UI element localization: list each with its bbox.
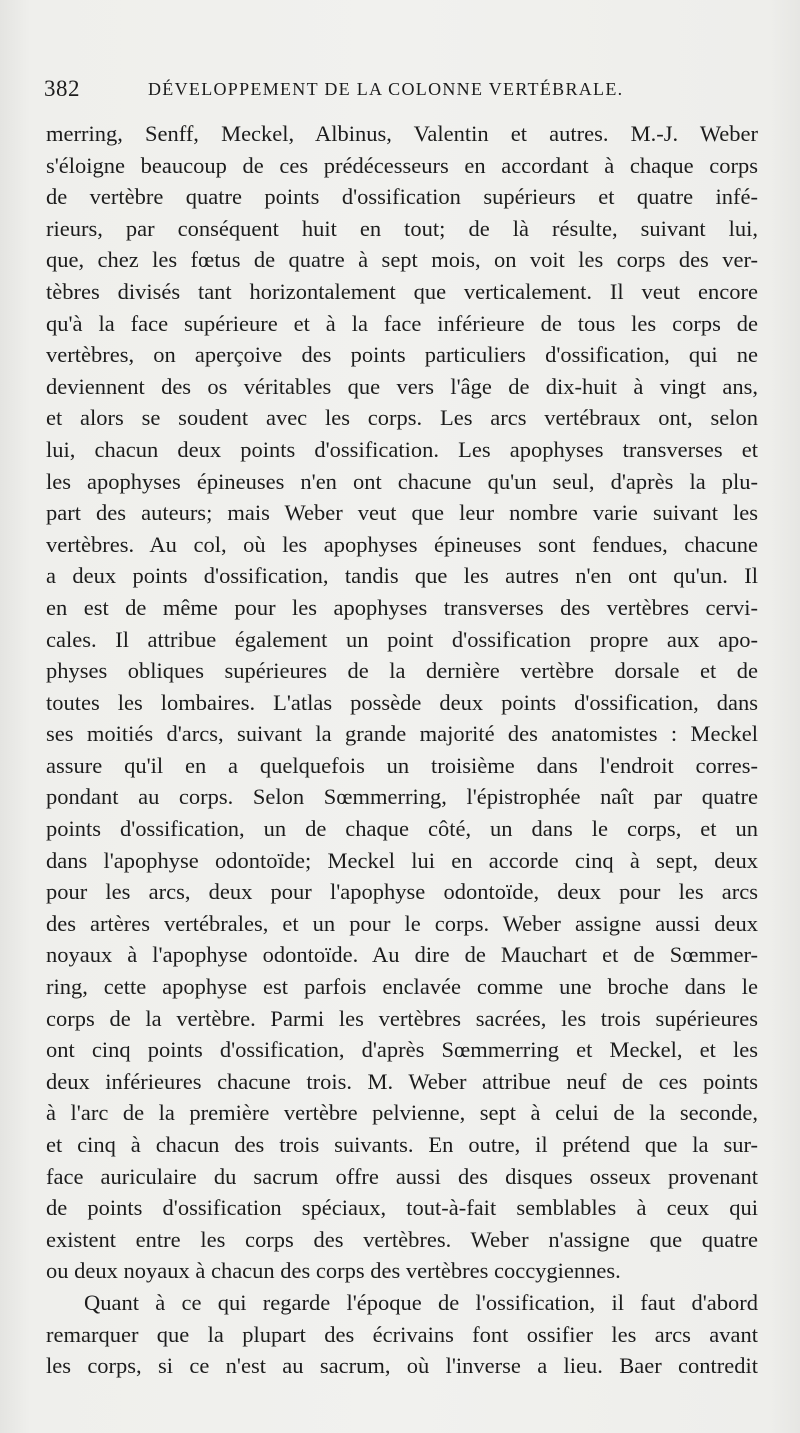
text-line: merring, Senff, Meckel, Albinus, Valentin et autres. M.-J. Weber — [46, 121, 758, 146]
text-line: noyaux à l'apophyse odontoïde. Au dire de Mauchart et de Sœmmer- — [46, 942, 758, 968]
text-line: ont cinq points d'ossification, d'après Sœmmerring et Meckel, et les — [46, 1037, 758, 1063]
text-line: points d'ossification, un de chaque côté, un dans le corps, et un — [46, 816, 758, 842]
text-line: pondant au corps. Selon Sœmmerring, l'épistrophée naît par quatre — [46, 784, 758, 810]
text-line: ou deux noyaux à chacun des corps des vertèbres coccygiennes. — [46, 1258, 621, 1284]
running-head: DÉVELOPPEMENT DE LA COLONNE VERTÉBRALE. — [148, 79, 624, 99]
text-line: de points d'ossification spéciaux, tout-à-fait semblables à ceux qui — [46, 1195, 758, 1221]
text-line: face auriculaire du sacrum offre aussi des disques osseux provenant — [46, 1163, 758, 1189]
text-line: qu'à la face supérieure et à la face inférieure de tous les corps de — [46, 310, 758, 336]
text-line: deux inférieures chacune trois. M. Weber attribue neuf de ces points — [46, 1068, 758, 1094]
text-line: les corps, si ce n'est au sacrum, où l'inverse a lieu. Baer contredit — [46, 1353, 758, 1379]
text-line: deviennent des os véritables que vers l'âge de dix-huit à vingt ans, — [46, 373, 758, 399]
text-line: pour les arcs, deux pour l'apophyse odontoïde, deux pour les arcs — [46, 879, 758, 905]
text-line: vertèbres, on aperçoive des points particuliers d'ossification, qui ne — [46, 342, 758, 368]
text-line: toutes les lombaires. L'atlas possède deux points d'ossification, dans — [46, 689, 758, 715]
page-number: 382 — [44, 76, 80, 101]
text-line: vertèbres. Au col, où les apophyses épineuses sont fendues, chacune — [46, 531, 758, 557]
text-line: cales. Il attribue également un point d'ossification propre aux apo- — [46, 626, 758, 652]
text-line: a deux points d'ossification, tandis que les autres n'en ont qu'un. Il — [46, 563, 758, 589]
text-line: existent entre les corps des vertèbres. Weber n'assigne que quatre — [46, 1226, 758, 1252]
text-line: lui, chacun deux points d'ossification. Les apophyses transverses et — [46, 436, 758, 462]
text-line: que, chez les fœtus de quatre à sept mois, on voit les corps des ver- — [46, 247, 758, 273]
text-line: dans l'apophyse odontoïde; Meckel lui en accorde cinq à sept, deux — [46, 847, 758, 873]
text-line: les apophyses épineuses n'en ont chacune qu'un seul, d'après la plu- — [46, 468, 758, 494]
text-line: rieurs, par conséquent huit en tout; de là résulte, suivant lui, — [46, 215, 758, 241]
text-line: ses moitiés d'arcs, suivant la grande majorité des anatomistes : Meckel — [46, 721, 758, 747]
text-line: tèbres divisés tant horizontalement que verticalement. Il veut encore — [46, 278, 758, 304]
text-line: physes obliques supérieures de la dernière vertèbre dorsale et de — [46, 658, 758, 684]
text-line: en est de même pour les apophyses transverses des vertèbres cervi- — [46, 594, 758, 620]
text-line: ring, cette apophyse est parfois enclavée comme une broche dans le — [46, 974, 758, 1000]
page-header — [44, 76, 764, 112]
text-line: corps de la vertèbre. Parmi les vertèbres sacrées, les trois supérieures — [46, 1005, 758, 1031]
text-line: des artères vertébrales, et un pour le corps. Weber assigne aussi deux — [46, 910, 758, 936]
body-text — [46, 118, 758, 1382]
text-line: à l'arc de la première vertèbre pelvienne, sept à celui de la seconde, — [46, 1100, 758, 1126]
text-line: part des auteurs; mais Weber veut que leur nombre varie suivant les — [46, 500, 758, 526]
text-line: et alors se soudent avec les corps. Les arcs vertébraux ont, selon — [46, 405, 758, 431]
text-line: de vertèbre quatre points d'ossification supérieurs et quatre infé- — [46, 184, 758, 210]
text-line: remarquer que la plupart des écrivains font ossifier les arcs avant — [46, 1321, 758, 1347]
text-line: Quant à ce qui regarde l'époque de l'ossification, il faut d'abord — [84, 1289, 758, 1315]
text-line: s'éloigne beaucoup de ces prédécesseurs en accordant à chaque corps — [46, 152, 758, 178]
text-line: et cinq à chacun des trois suivants. En outre, il prétend que la sur- — [46, 1132, 758, 1157]
text-line: assure qu'il en a quelquefois un troisième dans l'endroit corres- — [46, 752, 758, 778]
